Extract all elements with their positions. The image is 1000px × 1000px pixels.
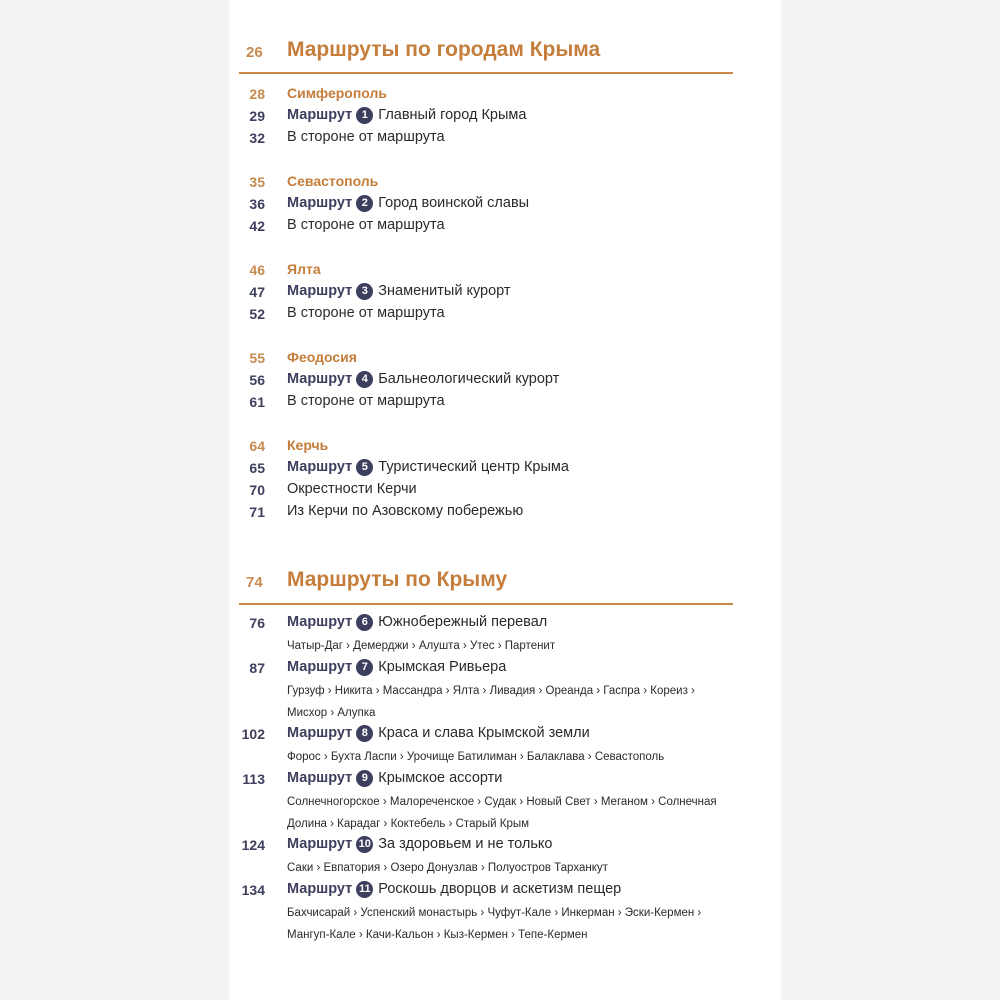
route-label: Маршрут (287, 195, 353, 211)
city-name: Ялта (287, 261, 321, 277)
toc-route-row[interactable] (229, 770, 769, 792)
toc-item-row[interactable] (229, 503, 769, 525)
section-divider (239, 603, 733, 605)
item-title: В стороне от маршрута (287, 217, 445, 233)
route-title: Главный город Крыма (378, 107, 527, 123)
toc-route-row[interactable] (229, 614, 769, 636)
page-number: 42 (249, 218, 265, 234)
toc-route-row[interactable] (229, 881, 769, 903)
toc-city-row[interactable] (229, 85, 769, 107)
route-title: За здоровьем и не только (378, 836, 553, 852)
page-number: 124 (241, 837, 265, 853)
route-number-badge: 7 (356, 659, 373, 676)
route-number-badge: 1 (356, 107, 373, 124)
route-stops: Бахчисарай › Успенский монастырь › Чуфут-Кале › Инкерман › Эски-Кермен › (287, 907, 702, 919)
page-number: 71 (249, 504, 265, 520)
route-label: Маршрут (287, 725, 353, 741)
toc-page (229, 0, 781, 1000)
city-name: Симферополь (287, 85, 388, 101)
route-label: Маршрут (287, 614, 353, 630)
toc-route-row[interactable] (229, 283, 769, 305)
item-title: Из Керчи по Азовскому побережью (287, 503, 524, 519)
item-title: Окрестности Керчи (287, 481, 417, 497)
route-label: Маршрут (287, 371, 353, 387)
page-number: 47 (249, 284, 265, 300)
toc-route-row[interactable] (229, 659, 769, 681)
route-title: Бальнеологический курорт (378, 371, 560, 387)
city-name: Феодосия (287, 349, 357, 365)
page-number: 35 (249, 174, 265, 190)
toc-item-row[interactable] (229, 305, 769, 327)
route-stops: Саки › Евпатория › Озеро Донузлав › Полуостров Тарханкут (287, 862, 608, 874)
item-title: В стороне от маршрута (287, 305, 445, 321)
item-title: В стороне от маршрута (287, 129, 445, 145)
toc-item-row[interactable] (229, 129, 769, 151)
route-number-badge: 11 (356, 881, 373, 898)
route-number-badge: 5 (356, 459, 373, 476)
route-stops: Мисхор › Алупка (287, 707, 376, 719)
route-label: Маршрут (287, 459, 353, 475)
route-title: Краса и слава Крымской земли (378, 725, 590, 741)
page-number: 113 (242, 771, 265, 787)
page-number: 76 (249, 615, 265, 631)
page-number: 56 (249, 372, 265, 388)
route-title: Город воинской славы (378, 195, 530, 211)
route-label: Маршрут (287, 659, 353, 675)
toc-item-row[interactable] (229, 393, 769, 415)
page-number: 32 (249, 130, 265, 146)
route-stops: Чатыр-Даг › Демерджи › Алушта › Утес › Партенит (287, 640, 556, 652)
route-label: Маршрут (287, 107, 353, 123)
toc-city-row[interactable] (229, 349, 769, 371)
page-number: 46 (249, 262, 265, 278)
route-label: Маршрут (287, 836, 353, 852)
item-title: В стороне от маршрута (287, 393, 445, 409)
route-stops: Солнечногорское › Малореченское › Судак › Новый Свет › Меганом › Солнечная (287, 796, 717, 808)
toc-city-row[interactable] (229, 261, 769, 283)
toc-route-row[interactable] (229, 107, 769, 129)
route-title: Роскошь дворцов и аскетизм пещер (378, 881, 622, 897)
route-stops: Долина › Карадаг › Коктебель › Старый Крым (287, 818, 530, 830)
route-title: Туристический центр Крыма (378, 459, 569, 475)
page-number: 87 (249, 660, 265, 676)
page-number: 36 (249, 196, 265, 212)
route-title: Крымское ассорти (378, 770, 503, 786)
page-number: 28 (249, 86, 265, 102)
page-number: 52 (249, 306, 265, 322)
page-number: 61 (249, 394, 265, 410)
route-stops: Мангуп-Кале › Качи-Кальон › Кыз-Кермен › Тепе-Кермен (287, 929, 588, 941)
route-number-badge: 2 (356, 195, 373, 212)
route-number-badge: 9 (356, 770, 373, 787)
toc-item-row[interactable] (229, 217, 769, 239)
page-number: 102 (241, 726, 265, 742)
route-number-badge: 6 (356, 614, 373, 631)
route-stops: Гурзуф › Никита › Массандра › Ялта › Ливадия › Ореанда › Гаспра › Кореиз › (287, 685, 695, 697)
route-title: Знаменитый курорт (378, 283, 511, 299)
section-heading-crimea (229, 566, 733, 602)
page-number: 64 (249, 438, 265, 454)
route-title: Крымская Ривьера (378, 659, 507, 675)
route-label: Маршрут (287, 881, 353, 897)
section-title: Маршруты по Крыму (287, 568, 508, 591)
city-name: Севастополь (287, 173, 379, 189)
page-number: 70 (249, 482, 265, 498)
section-heading-cities (229, 36, 733, 72)
section-page-number: 26 (246, 44, 263, 61)
route-label: Маршрут (287, 770, 353, 786)
route-stops: Форос › Бухта Ласпи › Урочище Батилиман › Балаклава › Севастополь (287, 751, 665, 763)
toc-route-row[interactable] (229, 725, 769, 747)
section-divider (239, 72, 733, 74)
section-page-number: 74 (246, 574, 263, 591)
page-number: 55 (249, 350, 265, 366)
toc-city-row[interactable] (229, 437, 769, 459)
toc-route-row[interactable] (229, 195, 769, 217)
toc-item-row[interactable] (229, 481, 769, 503)
toc-route-row[interactable] (229, 371, 769, 393)
city-name: Керчь (287, 437, 329, 453)
toc-city-row[interactable] (229, 173, 769, 195)
route-title: Южнобережный перевал (378, 614, 548, 630)
toc-route-row[interactable] (229, 836, 769, 858)
toc-route-row[interactable] (229, 459, 769, 481)
page-number: 134 (241, 882, 265, 898)
route-number-badge: 4 (356, 371, 373, 388)
route-label: Маршрут (287, 283, 353, 299)
section-title: Маршруты по городам Крыма (287, 38, 601, 61)
route-number-badge: 10 (356, 836, 373, 853)
route-number-badge: 3 (356, 283, 373, 300)
route-number-badge: 8 (356, 725, 373, 742)
page-number: 65 (249, 460, 265, 476)
page-number: 29 (249, 108, 265, 124)
